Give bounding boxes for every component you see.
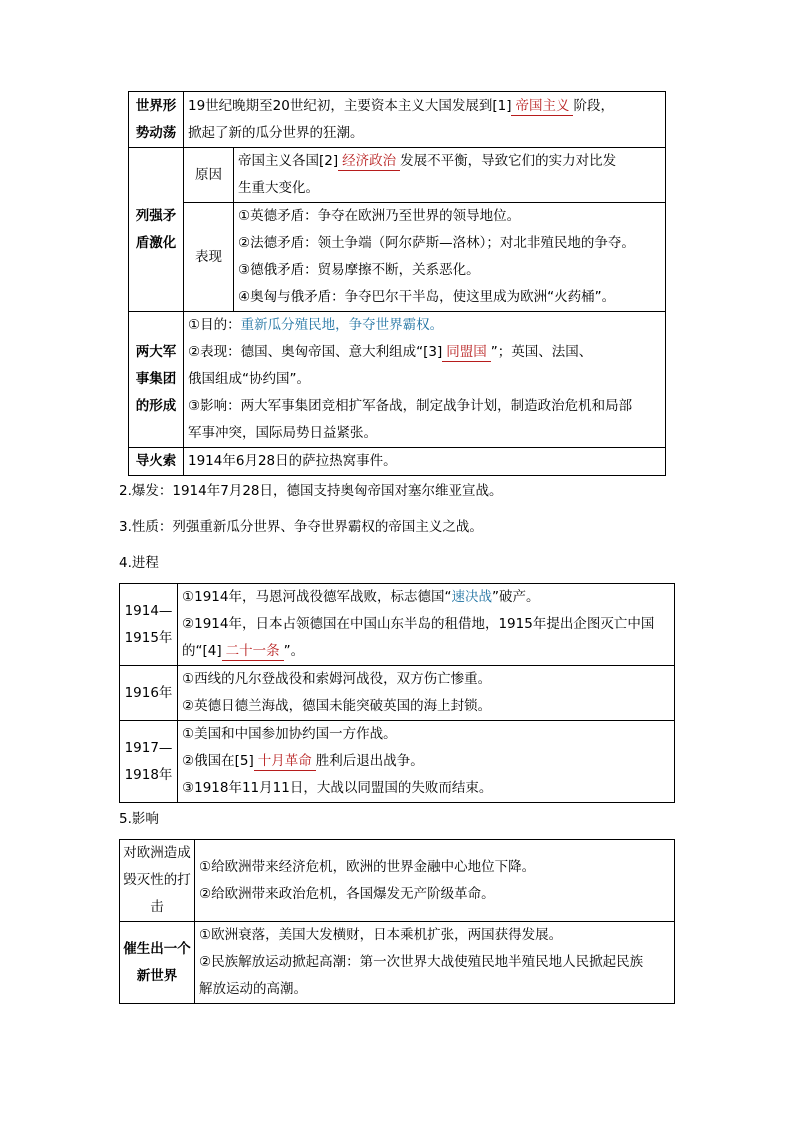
impact-header: 对欧洲造成 毁灭性的打 击 (120, 840, 195, 922)
answer-text: 重新瓜分殖民地，争夺世界霸权。 (240, 317, 444, 333)
table-row (120, 584, 675, 666)
sub-header-cause: 原因 (184, 148, 234, 203)
table-row (129, 312, 666, 448)
table-row (120, 922, 675, 1004)
row-header: 世界形 势动荡 (129, 92, 184, 148)
impact-header: 催生出一个 新世界 (120, 922, 195, 1004)
section-process-title: 4.进程 (119, 555, 159, 571)
period-header: 1917— 1918年 (120, 721, 178, 803)
process-table (119, 583, 675, 803)
answer-blank-5: 十月革命 (254, 752, 316, 771)
table-row (120, 666, 675, 721)
section-nature: 3.性质：列强重新瓜分世界、争夺世界霸权的帝国主义之战。 (119, 519, 483, 535)
row-header: 两大军 事集团 的形成 (129, 312, 184, 448)
section-impact-title: 5.影响 (119, 811, 159, 827)
cause-content: 帝国主义各国[2] 经济政治 发展不平衡，导致它们的实力对比发 生重大变化。 (234, 148, 666, 203)
table-row (129, 203, 666, 312)
table-row (120, 721, 675, 803)
sub-header-manifestation: 表现 (184, 203, 234, 312)
impact-content: ①给欧洲带来经济危机，欧洲的世界金融中心地位下降。 ②给欧洲带来政治危机，各国爆发无产阶级革命。 (195, 840, 675, 922)
period-content: ①美国和中国参加协约国一方作战。 ②俄国在[5] 十月革命 胜利后退出战争。 ③1918年11月11日，大战以同盟国的失败而结束。 (178, 721, 675, 803)
period-header: 1916年 (120, 666, 178, 721)
manifestation-content: ①英德矛盾：争夺在欧洲乃至世界的领导地位。 ②法德矛盾：领土争端（阿尔萨斯—洛林）；对北非殖民地的争夺。 ③德俄矛盾：贸易摩擦不断，关系恶化。 ④奥匈与俄矛盾：争夺巴尔干半岛，使这里成为欧洲“火药桶”。 (234, 203, 666, 312)
section-outbreak: 2.爆发：1914年7月28日，德国支持奥匈帝国对塞尔维亚宣战。 (119, 483, 503, 499)
period-content: ①1914年，马恩河战役德军战败，标志德国“速决战”破产。 ②1914年，日本占领德国在中国山东半岛的租借地，1915年提出企图灭亡中国 的“[4] 二十一条 ”。 (178, 584, 675, 666)
row-header: 列强矛 盾激化 (129, 148, 184, 312)
table-row (129, 448, 666, 476)
row-content: ①目的：重新瓜分殖民地，争夺世界霸权。 ②表现：德国、奥匈帝国、意大利组成“[3] 同盟国 ”；英国、法国、 俄国组成“协约国”。 ③影响：两大军事集团竞相扩军备战，制定战争计划，制造政治危机和局部 军事冲突，国际局势日益紧张。 (184, 312, 666, 448)
answer-blank-4: 二十一条 (222, 642, 284, 661)
period-content: ①西线的凡尔登战役和索姆河战役，双方伤亡惨重。 ②英德日德兰海战，德国未能突破英国的海上封锁。 (178, 666, 675, 721)
background-table (128, 91, 666, 476)
row-header: 导火索 (129, 448, 184, 476)
table-row (120, 840, 675, 922)
impact-content: ①欧洲衰落，美国大发横财，日本乘机扩张，两国获得发展。 ②民族解放运动掀起高潮：第一次世界大战使殖民地半殖民地人民掀起民族 解放运动的高潮。 (195, 922, 675, 1004)
answer-text: 速决战 (451, 589, 492, 605)
answer-blank-3: 同盟国 (442, 343, 491, 362)
table-row (129, 92, 666, 148)
period-header: 1914— 1915年 (120, 584, 178, 666)
answer-blank-1: 帝国主义 (511, 97, 573, 116)
table-row (129, 148, 666, 203)
answer-blank-2: 经济政治 (338, 152, 400, 171)
row-content: 1914年6月28日的萨拉热窝事件。 (184, 448, 666, 476)
row-content: 19世纪晚期至20世纪初，主要资本主义大国发展到[1] 帝国主义 阶段， 掀起了新的瓜分世界的狂潮。 (184, 92, 666, 148)
impact-table (119, 839, 675, 1004)
